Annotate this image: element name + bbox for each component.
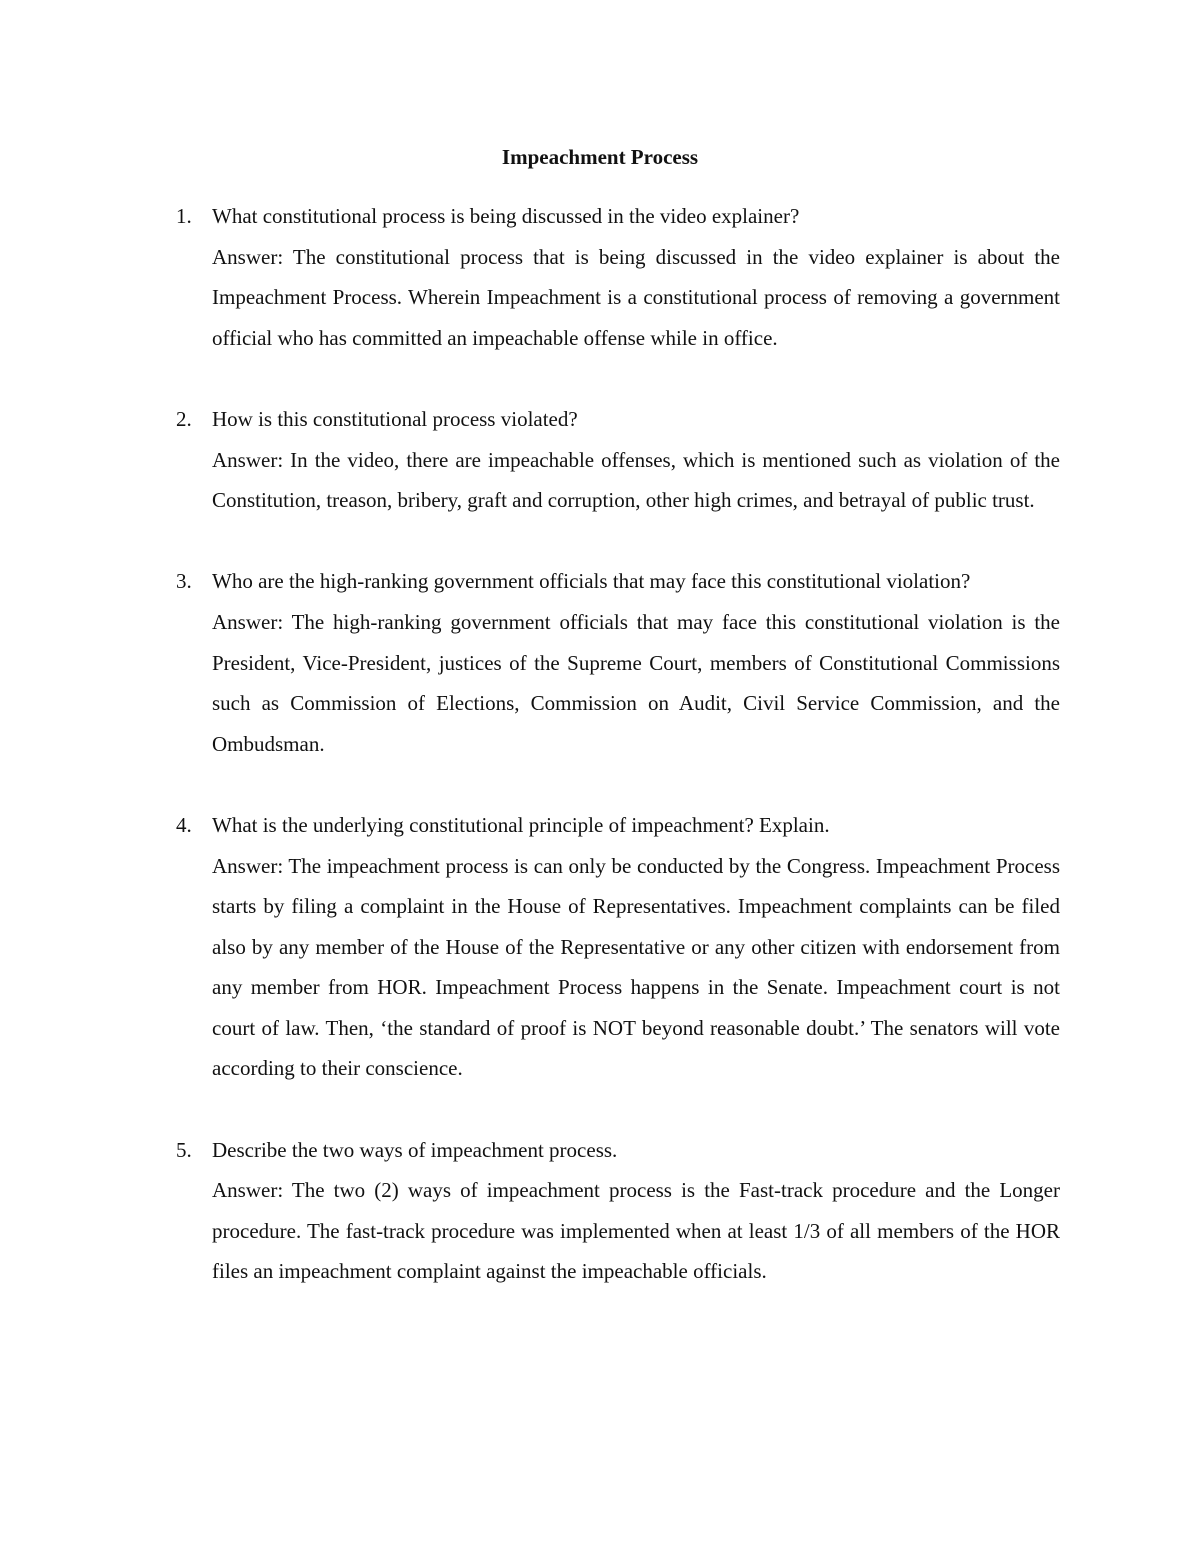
question-number: 5.: [176, 1137, 192, 1162]
question-number: 2.: [176, 406, 192, 431]
answer-text: Answer: The high-ranking government officials that may face this constitutional violation is the President, Vice-President, justices of the Supreme Court, members of Constitutional Commissions such as Commission of Elections, Commission on Audit, Civil Service Commission, and the Ombudsman.: [212, 609, 1060, 756]
question-item-1: [172, 196, 1060, 358]
question-number: 3.: [176, 569, 192, 594]
answer-text: Answer: In the video, there are impeachable offenses, which is mentioned such as violation of the Constitution, treason, bribery, graft and corruption, other high crimes, and betrayal of public trust.: [212, 447, 1060, 513]
answer-text: Answer: The impeachment process is can only be conducted by the Congress. Impeachment Process starts by filing a complaint in the House of Representatives. Impeachment complaints can be filed also by any member of the House of the Representative or any other citizen with endorsement from any member from HOR. Impeachment Process happens in the Senate. Impeachment court is not court of law. Then, ‘the standard of proof is NOT beyond reasonable doubt.’ The senators will vote according to their conscience.: [212, 853, 1060, 1081]
question-text: How is this constitutional process violated?: [212, 406, 578, 431]
question-text: Who are the high-ranking government officials that may face this constitutional violation?: [212, 569, 971, 594]
question-text: Describe the two ways of impeachment process.: [212, 1137, 618, 1162]
question-number: 1.: [176, 204, 192, 228]
answer-text: Answer: The constitutional process that is being discussed in the video explainer is about the Impeachment Process. Wherein Impeachment is a constitutional process of removing a government official who has committed an impeachable offense while in office.: [212, 244, 1060, 350]
question-number: 4.: [176, 812, 192, 837]
question-item-3: [172, 561, 1060, 764]
question-text: What is the underlying constitutional principle of impeachment? Explain.: [212, 812, 830, 837]
question-item-4: [172, 805, 1060, 1089]
question-item-2: [172, 399, 1060, 521]
document-title: Impeachment Process: [501, 145, 699, 169]
question-item-5: [172, 1130, 1060, 1292]
answer-text: Answer: The two (2) ways of impeachment process is the Fast-track procedure and the Longer procedure. The fast-track procedure was implemented when at least 1/3 of all members of the HOR files an impeachment complaint against the impeachable officials.: [212, 1178, 1060, 1284]
question-list: [172, 196, 1060, 1333]
question-text: What constitutional process is being discussed in the video explainer?: [212, 204, 800, 228]
